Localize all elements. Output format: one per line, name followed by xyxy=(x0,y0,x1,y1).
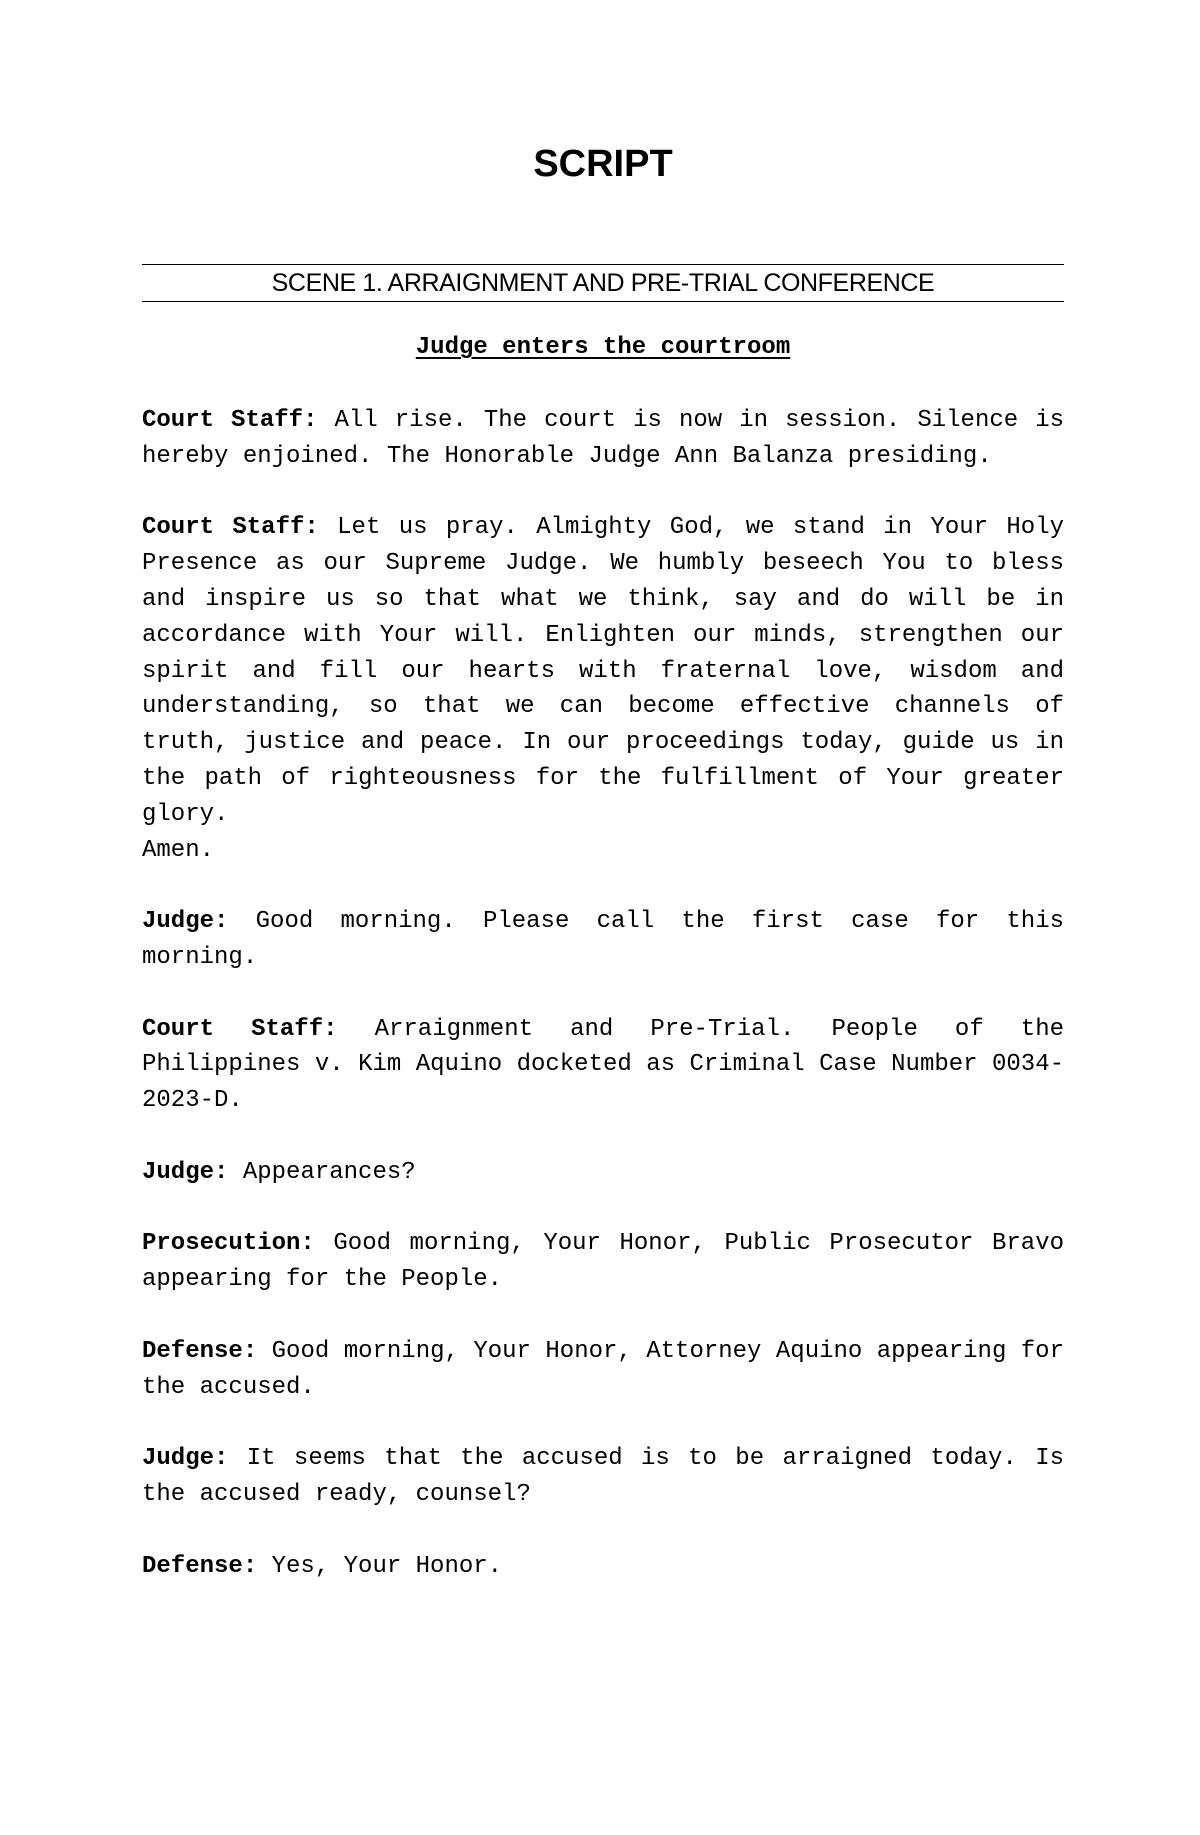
dialogue-line xyxy=(142,403,1064,475)
speaker-name: Judge: xyxy=(142,1158,229,1186)
dialogue-text: Yes, Your Honor. xyxy=(271,1552,503,1580)
speaker-name: Defense: xyxy=(142,1552,258,1580)
dialogue-line xyxy=(142,1012,1064,1119)
speaker-name: Judge: xyxy=(142,908,229,936)
dialogue-text: All rise. The court is now in session. Silence is hereby enjoined. The Honorable Judge Ann Balanza presiding. xyxy=(142,407,1064,470)
dialogue-text: It seems that the accused is to be arraigned today. Is the accused ready, counsel? xyxy=(142,1445,1064,1508)
dialogue-line xyxy=(142,1334,1064,1406)
dialogue-line xyxy=(142,1155,1064,1191)
speaker-name: Defense: xyxy=(142,1337,258,1365)
dialogue-line xyxy=(142,510,1064,868)
document-title: SCRIPT xyxy=(533,143,673,185)
dialogue-text: Arraignment and Pre-Trial. People of the Philippines v. Kim Aquino docketed as Criminal Case Number 0034-2023-D. xyxy=(142,1015,1065,1115)
scene-heading: SCENE 1. ARRAIGNMENT AND PRE-TRIAL CONFERENCE xyxy=(142,264,1064,302)
speaker-name: Judge: xyxy=(142,1445,229,1473)
dialogue-line xyxy=(142,1441,1064,1513)
speaker-name: Court Staff: xyxy=(142,1015,338,1043)
dialogue-text: Good morning, Your Honor, Public Prosecutor Bravo appearing for the People. xyxy=(142,1230,1065,1294)
dialogue-line xyxy=(142,904,1064,976)
dialogue-line xyxy=(142,1226,1064,1298)
dialogue-text: Let us pray. Almighty God, we stand in Your Holy Presence as our Supreme Judge. We humbly beseech You to bless and inspire us so that what we think, say and do will be in accordance with Your will. Enlighten our minds, strengthen our spirit and fill our hearts with fraternal love, wisdom and understanding, so that we can become effective channels of truth, justice and peace. In our proceedings today, guide us in the path of righteousness for the fulfillment of Your greater glory. xyxy=(142,514,1065,828)
speaker-name: Court Staff: xyxy=(142,407,318,434)
dialogue-line xyxy=(142,1549,1064,1585)
dialogue-text: Good morning. Please call the first case for this morning. xyxy=(142,908,1064,971)
speaker-name: Prosecution: xyxy=(142,1230,315,1258)
prayer-closing: Amen. xyxy=(142,836,215,864)
script-body xyxy=(142,403,1064,1620)
dialogue-text: Good morning, Your Honor, Attorney Aquino appearing for the accused. xyxy=(142,1337,1064,1401)
speaker-name: Court Staff: xyxy=(142,514,319,542)
dialogue-text: Appearances? xyxy=(242,1158,416,1186)
stage-direction: Judge enters the courtroom xyxy=(415,334,791,361)
